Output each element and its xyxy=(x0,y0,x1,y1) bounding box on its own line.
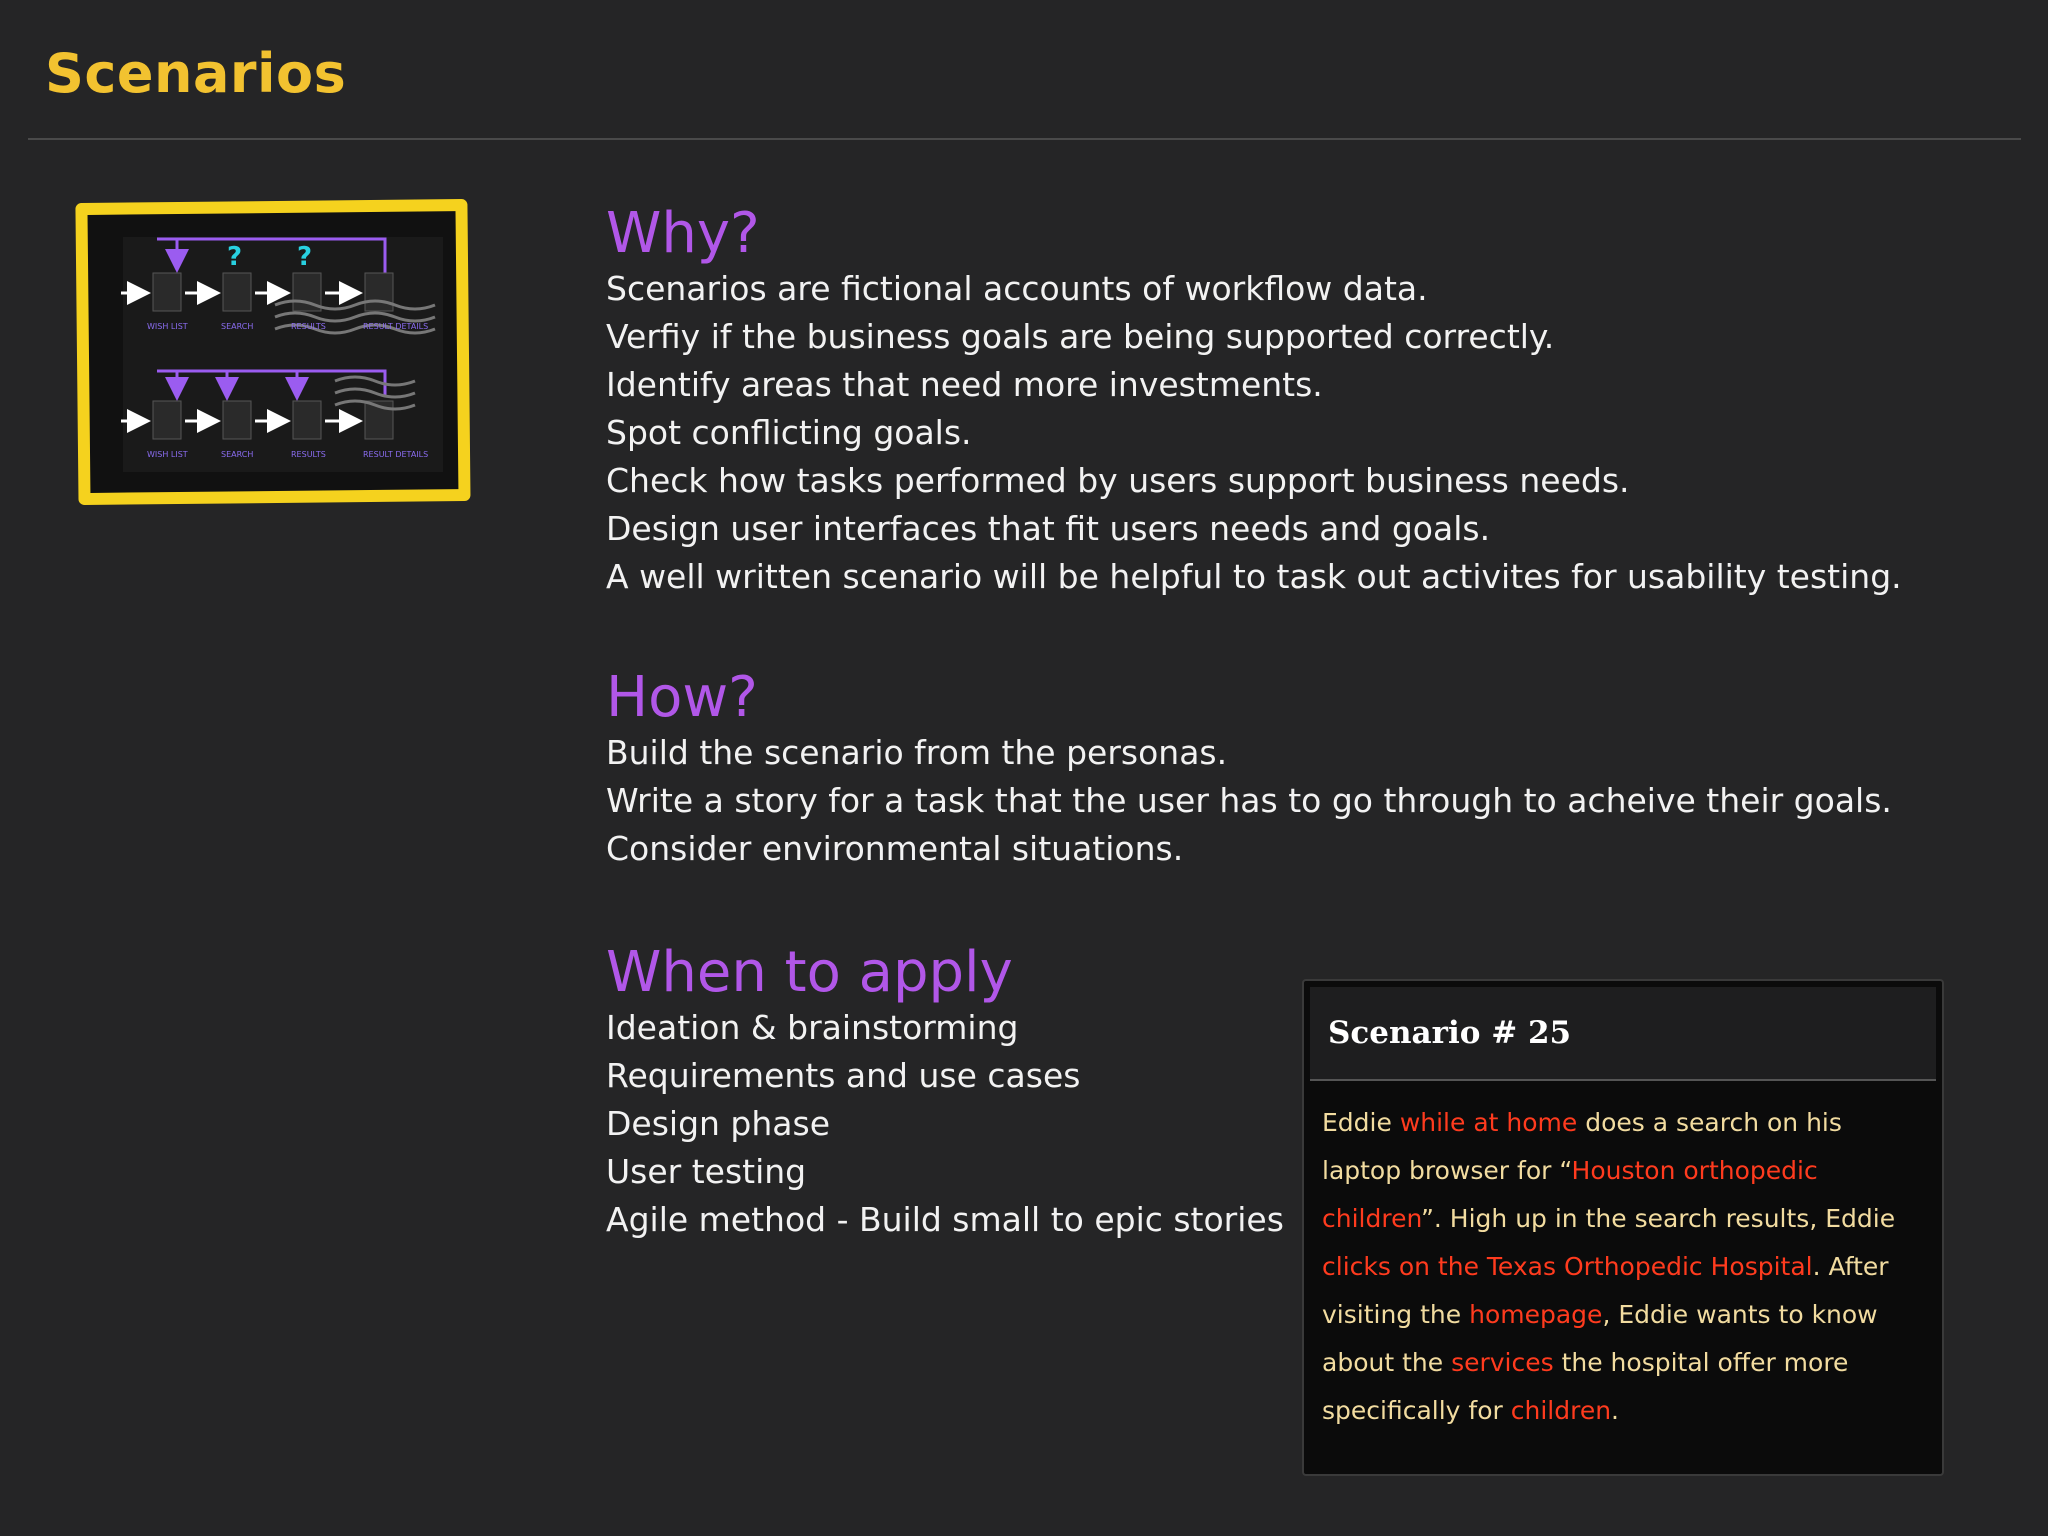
how-heading: How? xyxy=(606,665,758,730)
header-divider xyxy=(28,138,2021,140)
why-list xyxy=(606,265,1902,601)
scenario-highlight-text: while at home xyxy=(1399,1108,1578,1137)
scenario-highlight-text: clicks on the Texas Orthopedic Hospital xyxy=(1322,1252,1813,1281)
scenario-text: . After visiting the xyxy=(1322,1252,1889,1329)
scenario-text: Eddie xyxy=(1322,1108,1400,1137)
workflow-thumbnail xyxy=(75,195,505,515)
list-item: Agile method - Build small to epic stories xyxy=(606,1200,1284,1239)
when-heading: When to apply xyxy=(606,940,1013,1005)
scenario-text: the hospital offer more specifically for xyxy=(1322,1348,1849,1425)
scenario-highlight-text: homepage xyxy=(1469,1300,1603,1329)
when-section xyxy=(606,942,1284,1244)
scenario-text: does a search on his laptop browser for “ xyxy=(1322,1108,1842,1185)
list-item: Consider environmental situations. xyxy=(606,829,1184,868)
scenario-highlight-text: services xyxy=(1451,1348,1554,1377)
list-item: Build the scenario from the personas. xyxy=(606,733,1228,772)
when-list xyxy=(606,1004,1284,1244)
thumb-label: RESULT DETAILS xyxy=(363,450,429,459)
list-item: Ideation & brainstorming xyxy=(606,1008,1019,1047)
why-section xyxy=(606,203,1902,601)
scenario-text: , Eddie wants to know about the xyxy=(1322,1300,1878,1377)
list-item: A well written scenario will be helpful to task out activites for usability testing. xyxy=(606,557,1902,596)
list-item: Spot conflicting goals. xyxy=(606,413,972,452)
page-title: Scenarios xyxy=(45,42,347,105)
list-item: User testing xyxy=(606,1152,807,1191)
thumb-label: WISH LIST xyxy=(147,322,188,331)
list-item: Scenarios are fictional accounts of workflow data. xyxy=(606,269,1428,308)
scenario-highlight-text: children xyxy=(1510,1396,1612,1425)
list-item: Verfiy if the business goals are being supported correctly. xyxy=(606,317,1555,356)
list-item: Design user interfaces that fit users needs and goals. xyxy=(606,509,1491,548)
scenario-text: ”. High up in the search results, Eddie xyxy=(1420,1204,1896,1233)
scenario-card-body xyxy=(1304,1081,1942,1435)
thumb-label: WISH LIST xyxy=(147,450,188,459)
scenario-highlight-text: Houston orthopedic children xyxy=(1322,1156,1818,1233)
list-item: Requirements and use cases xyxy=(606,1056,1081,1095)
list-item: Identify areas that need more investments. xyxy=(606,365,1323,404)
scenario-card-header xyxy=(1310,987,1936,1081)
scenario-card-title: Scenario # 25 xyxy=(1328,1015,1572,1051)
list-item: Design phase xyxy=(606,1104,831,1143)
thumb-label: RESULTS xyxy=(291,450,326,459)
scenario-text: . xyxy=(1611,1396,1619,1425)
thumb-label: SEARCH xyxy=(221,450,254,459)
how-list xyxy=(606,729,1892,873)
question-mark-1: ? xyxy=(227,242,243,272)
list-item: Write a story for a task that the user has to go through to acheive their goals. xyxy=(606,781,1892,820)
thumb-label: SEARCH xyxy=(221,322,254,331)
question-mark-2: ? xyxy=(297,242,313,272)
thumb-label: RESULTS xyxy=(291,322,326,331)
thumb-label: RESULT DETAILS xyxy=(363,322,429,331)
how-section xyxy=(606,667,1892,873)
list-item: Check how tasks performed by users support business needs. xyxy=(606,461,1630,500)
why-heading: Why? xyxy=(606,201,760,266)
scenario-card xyxy=(1302,979,1944,1476)
